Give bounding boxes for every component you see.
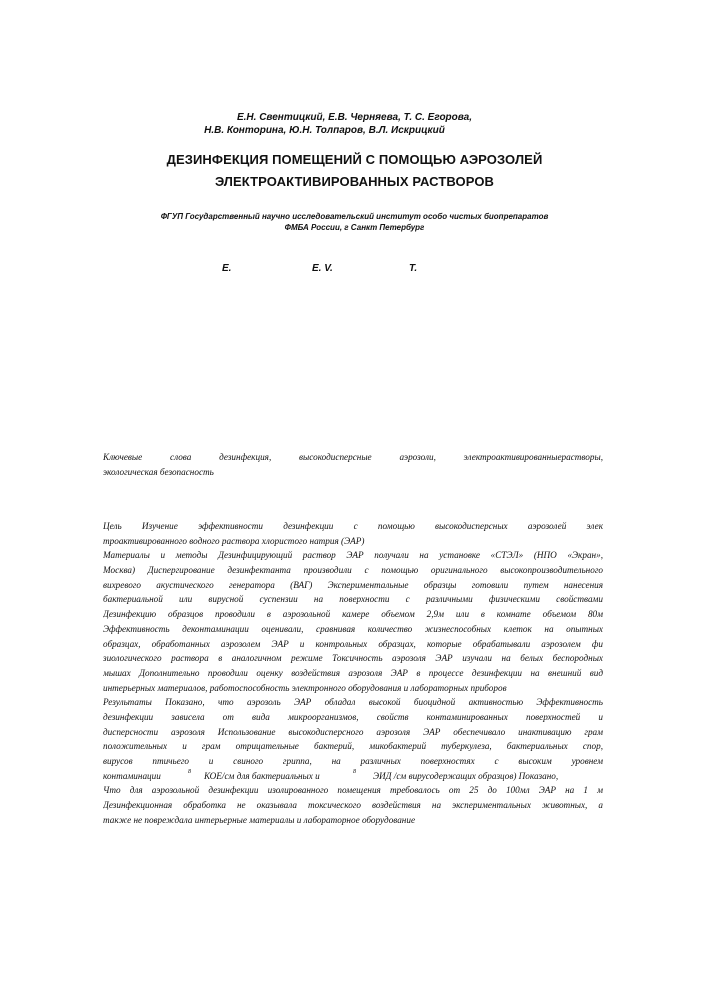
english-author-1: E.: [222, 263, 232, 274]
abstract-line: зиологического раствора в аналогичном режиме Токсичность аэрозоля ЭАР изучали на белых беспородных: [103, 653, 603, 664]
abstract-line: Что для аэрозольной дезинфекции изолированного помещения требовалось от 25 до 100мл ЭАР на 1 м: [103, 785, 603, 796]
abstract-line: бактериальной или вирусной суспензии на поверхности с различными физическими свойствами: [103, 594, 603, 605]
english-author-2: E. V.: [312, 263, 333, 274]
exponent: 8: [188, 768, 191, 775]
abstract-line-contamination: [103, 769, 603, 784]
abstract-line: вихревого акустического генератора (ВАГ) Экспериментальные образцы готовили путем нанесения: [103, 579, 603, 590]
contamination-label: контаминации: [103, 770, 161, 781]
abstract-line: троактивированного водного раствора хлористого натрия (ЭАР): [103, 535, 365, 546]
english-author-3: T.: [409, 263, 418, 274]
abstract: [103, 519, 603, 827]
affiliation-line-1: ФГУП Государственный научно исследовательский институт особо чистых биопрепаратов: [160, 212, 549, 221]
title-line-1: ДЕЗИНФЕКЦИЯ ПОМЕЩЕНИЙ С ПОМОЩЬЮ АЭРОЗОЛЕЙ: [166, 152, 543, 167]
authors-line-2: Н.В. Конторина, Ю.Н. Толпаров, В.Л. Искрицкий: [204, 125, 445, 136]
abstract-line: мышах Дополнительно проводили оценку воздействия аэрозоля ЭАР в процессе дезинфекции на внешний вид: [103, 667, 603, 678]
keywords: [103, 450, 603, 479]
abstract-line: дисперсности аэрозоля Использование высокодисперсного аэрозоля ЭАР обеспечивало инактивацию грам: [103, 726, 603, 737]
abstract-line: образцах, обработанных аэрозолем ЭАР и контрольных образцах, которые обрабатывали аэрозолем фи: [103, 638, 603, 649]
abstract-line: интерьерных материалов, работоспособность электронного оборудования и лабораторных приборов: [103, 682, 507, 693]
abstract-line: Материалы и методы Дезинфицирующий раствор ЭАР получали на установке «СТЭЛ» (НПО «Экран»,: [103, 550, 603, 561]
abstract-line: положительных и грам отрицательные бактерий, микобактерий туберкулеза, бактериальных спор,: [103, 741, 603, 752]
authors-line-1: Е.Н. Свентицкий, Е.В. Черняева, Т. С. Егорова,: [236, 112, 473, 123]
abstract-line: вирусов птичьего и свиного гриппа, на различных поверхностях с высоким уровнем: [103, 756, 603, 766]
keywords-line: Ключевые слова дезинфекция, высокодисперсные аэрозоли, электроактивированныерастворы,: [103, 452, 603, 462]
title-line-2: ЭЛЕКТРОАКТИВИРОВАННЫХ РАСТВОРОВ: [214, 174, 495, 189]
abstract-line: Результаты Показано, что аэрозоль ЭАР обладал высокой биоцидной активностью Эффективность: [103, 697, 603, 708]
abstract-line: Цель Изучение эффективности дезинфекции с помощью высокодисперсных аэрозолей элек: [103, 521, 603, 531]
abstract-line: дезинфекции зависела от вида микроорганизмов, свойств контаминированных поверхностей и: [103, 711, 603, 722]
contamination-units-bacterial: КОЕ/см для бактериальных и: [204, 770, 320, 781]
contamination-units-viral: ЭИД /см вирусодержащих образцов) Показано,: [373, 770, 559, 781]
abstract-line: Дезинфекционная обработка не оказывала токсического воздействия на экспериментальных животных, а: [103, 800, 603, 811]
exponent: 8: [353, 768, 356, 775]
abstract-line: Эффективность деконтаминации оценивали, сравнивая количество жизнеспособных клеток на опытных: [103, 623, 603, 634]
abstract-line: Дезинфекцию образцов проводили в аэрозольной камере объемом 2,9м или в комнате объемом 80м: [103, 609, 603, 620]
abstract-line: также не повреждала интерьерные материалы и лабораторное оборудование: [103, 814, 416, 825]
keywords-line: экологическая безопасность: [103, 466, 214, 477]
abstract-line: Москва) Диспергирование дезинфектанта производили с помощью оригинального высокопроизводительного: [103, 565, 603, 576]
affiliation-line-2: ФМБА России, г Санкт Петербург: [284, 223, 425, 232]
